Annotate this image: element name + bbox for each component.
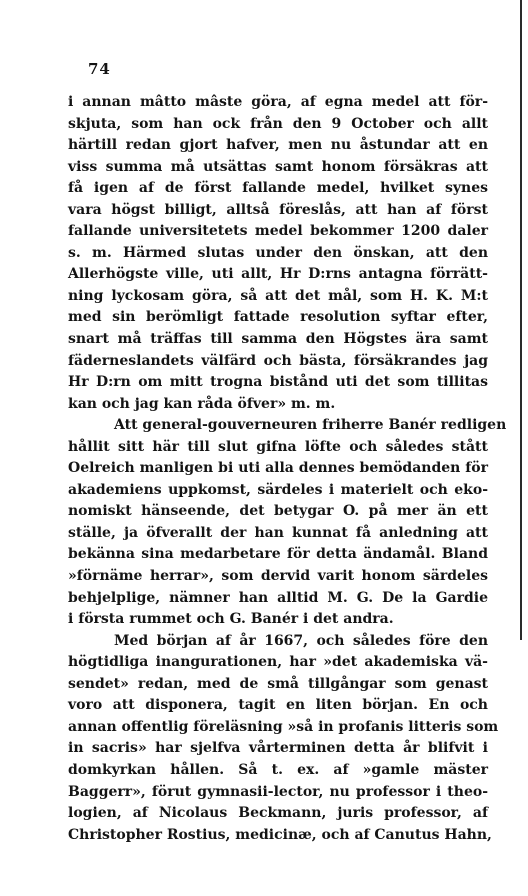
text-line: i första rummet och G. Banér i det andra. (68, 611, 394, 628)
text-line: härtill redan gjort hafver, men nu åstundar att en (68, 137, 488, 154)
text-line: Med början af år 1667, och således före den (114, 632, 488, 649)
text-line: in sacris» har sjelfva vårterminen detta år blifvit i (68, 740, 488, 757)
text-line: annan offentlig föreläsning »så in profanis litteris som (68, 718, 499, 735)
text-line: skjuta, som han ock från den 9 October och allt (68, 115, 488, 132)
text-line: logien, af Nicolaus Beckmann, juris professor, af (68, 805, 488, 822)
text-line: akademiens uppkomst, särdeles i materielt och eko- (68, 481, 488, 498)
text-line: snart må träffas till samma den Högstes ära samt (68, 331, 488, 348)
text-line: behjelplige, nämner han alltid M. G. De la Gardie (68, 589, 488, 606)
paragraph (68, 415, 507, 630)
text-line: Baggerr», förut gymnasii-lector, nu professor i theo- (68, 783, 488, 800)
text-line: Hr D:rn om mitt trogna bistånd uti det som tillitas (68, 374, 488, 391)
text-line: Oelreich manligen bi uti alla dennes bemödanden för (68, 460, 488, 477)
text-line: i annan mâtto mâste göra, af egna medel att för- (68, 94, 488, 110)
text-line: Allerhögste ville, uti allt, Hr D:rns antagna förrätt- (68, 266, 488, 283)
text-line: vara högst billigt, alltså föreslås, att han af först (68, 201, 488, 218)
body-text (68, 92, 507, 846)
text-line: Att general-gouverneuren friherre Banér redligen (114, 417, 507, 434)
text-line: »förnäme herrar», som dervid varit honom särdeles (68, 568, 488, 585)
paragraph (68, 631, 499, 846)
page-edge-line (520, 0, 522, 640)
text-line: med sin berömligt fattade resolution syftar efter, (68, 309, 488, 326)
text-line: hållit sitt här till slut gifna löfte och således stått (68, 438, 488, 455)
text-line: ställe, ja öfverallt der han kunnat få anledning att (68, 524, 488, 541)
text-line: fallande universitetets medel bekommer 1200 daler (68, 223, 488, 240)
text-line: ning lyckosam göra, så att det mål, som H. K. M:t (68, 287, 488, 304)
page-number: 74 (88, 60, 111, 78)
text-line: högtidliga inangurationen, har »det akademiska vä- (68, 654, 488, 671)
paragraph (68, 92, 488, 415)
text-line: kan och jag kan råda öfver» m. m. (68, 395, 336, 412)
text-line: domkyrkan hållen. Så t. ex. af »gamle mäster (68, 761, 488, 778)
text-line: få igen af de först fallande medel, hvilket synes (68, 180, 488, 197)
text-line: viss summa må utsättas samt honom försäkras att (68, 158, 488, 175)
text-line: voro att disponera, tagit en liten början. En och (68, 697, 488, 714)
text-line: nomiskt hänseende, det betygar O. på mer än ett (68, 503, 488, 520)
text-line: s. m. Härmed slutas under den önskan, att den (68, 244, 488, 261)
text-line: fäderneslandets välfärd och bästa, försäkrandes jag (68, 352, 488, 369)
text-line: bekänna sina medarbetare för detta ändamål. Bland (68, 546, 488, 563)
text-line: Christopher Rostius, medicinæ, och af Canutus Hahn, (68, 826, 492, 843)
text-line: sendet» redan, med de små tillgångar som genast (68, 675, 488, 692)
